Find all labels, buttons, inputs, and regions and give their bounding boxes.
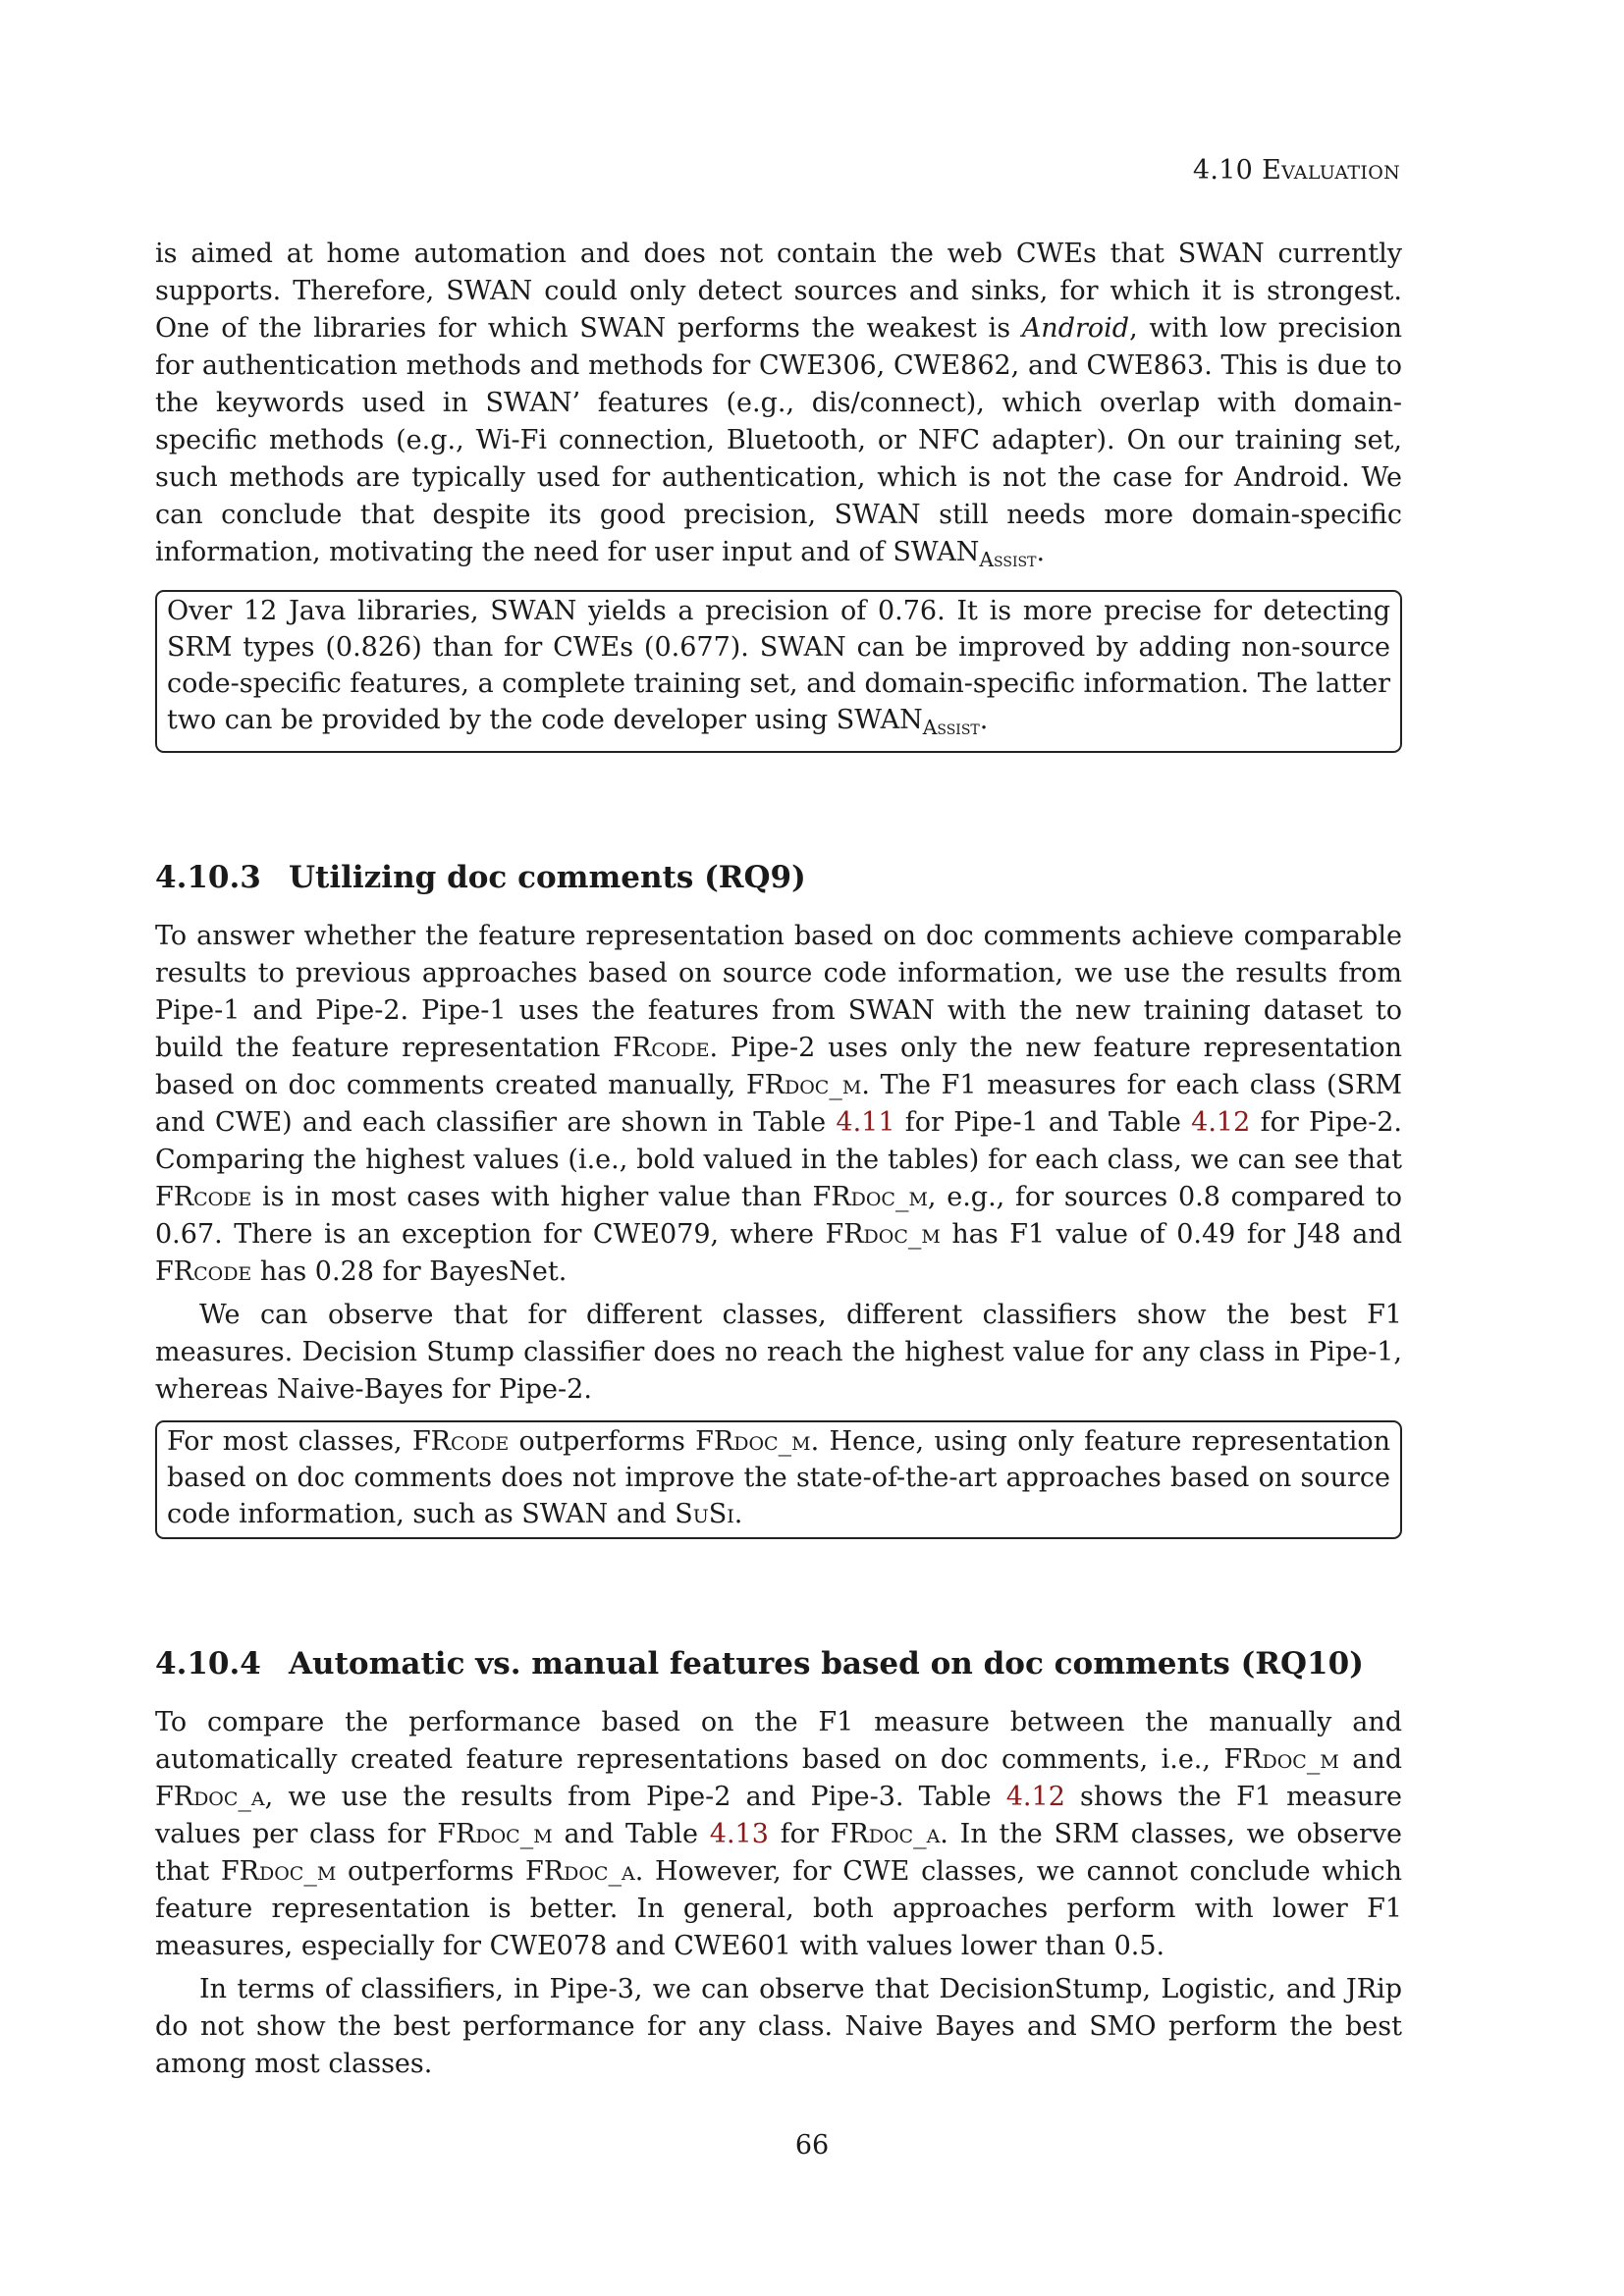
table-ref-4-12[interactable]: 4.12: [1005, 1782, 1065, 1813]
frdoc-a-term: FRdoc_a: [525, 1856, 635, 1888]
running-head: 4.10 Evaluation: [1192, 155, 1400, 186]
rq10-paragraph-2: In terms of classifiers, in Pipe-3, we can observe that DecisionStump, Logistic, and JRip do not show the best performance for any class. Naive Bayes and SMO perform the best among most classes.: [155, 1974, 1402, 2080]
frcode-term: FRcode: [155, 1256, 252, 1288]
frdoc-m-term: FRdoc_m: [220, 1856, 337, 1888]
summary-box-2-text: For most classes, FRcode outperforms FRdoc_m. Hence, using only feature representation based on doc comments does not improve the state-of-the-art approaches based on source code information, such as SWAN and SuSi.: [167, 1426, 1390, 1530]
susi-term: SuSi: [675, 1499, 734, 1530]
rq10-paragraph-1: To compare the performance based on the F1 measure between the manually and automatically created feature representations based on doc comments, i.e., FRdoc_m and FRdoc_a, we use the results from Pipe-2 and Pipe-3. Table 4.12 shows the F1 measure values per class for FRdoc_m and Table 4.13 for FRdoc_a. In the SRM classes, we observe that FRdoc_m outperforms FRdoc_a. However, for CWE classes, we cannot conclude which feature representation is better. In general, both approaches perform with lower F1 measures, especially for CWE078 and CWE601 with values lower than 0.5.: [155, 1707, 1402, 1962]
summary-box-1: [155, 590, 1402, 753]
table-ref-4-11[interactable]: 4.11: [836, 1107, 895, 1139]
main-content: [155, 236, 1402, 2083]
frcode-term: FRcode: [155, 1182, 252, 1213]
table-ref-4-13[interactable]: 4.13: [709, 1819, 769, 1850]
section-heading-4-10-3: 4.10.3 Utilizing doc comments (RQ9): [155, 860, 806, 896]
frdoc-m-term: FRdoc_m: [812, 1182, 928, 1213]
summary-box-2: [155, 1420, 1402, 1539]
frcode-term: FRcode: [411, 1426, 510, 1458]
table-ref-4-12[interactable]: 4.12: [1191, 1107, 1251, 1139]
running-head-title: Evaluation: [1262, 155, 1400, 186]
summary-box-1-text: Over 12 Java libraries, SWAN yields a precision of 0.76. It is more precise for detecting SRM types (0.826) than for CWEs (0.677). SWAN can be improved by adding non-source code-specific features, a complete training set, and domain-specific information. The latter two can be provided by the code developer using $SWAN_{Assist}$.: [167, 596, 1390, 740]
frdoc-m-term: FRdoc_m: [745, 1070, 862, 1101]
frdoc-m-term: FRdoc_m: [695, 1426, 811, 1458]
frdoc-m-term: FRdoc_m: [437, 1819, 553, 1850]
rq9-paragraph-2: We can observe that for different classes, different classifiers show the best F1 measures. Decision Stump classifier does no reach the highest value for any class in Pipe-1, whereas Naive-Bayes for Pipe-2.: [155, 1300, 1402, 1406]
frcode-term: FRcode: [613, 1033, 710, 1064]
page-number: 66: [794, 2130, 830, 2161]
intro-paragraph: is aimed at home automation and does not contain the web CWEs that SWAN currently supports. Therefore, SWAN could only detect sources and sinks, for which it is strongest. One of the libraries for which SWAN performs the weakest is Android, with low precision for authentication methods and methods for CWE306, CWE862, and CWE863. This is due to the keywords used in SWAN’ features (e.g., dis/connect), which overlap with domain-specific methods (e.g., Wi-Fi connection, Bluetooth, or NFC adapter). On our training set, such methods are typically used for authentication, which is not the case for Android. We can conclude that despite its good precision, SWAN still needs more domain-specific information, motivating the need for user input and of $SWAN_{Assist}$.: [155, 239, 1402, 572]
frdoc-m-term: FRdoc_m: [1223, 1744, 1339, 1776]
frdoc-a-term: FRdoc_a: [155, 1782, 265, 1813]
frdoc-a-term: FRdoc_a: [830, 1819, 941, 1850]
rq9-paragraph-1: To answer whether the feature representation based on doc comments achieve comparable results to previous approaches based on source code information, we use the results from Pipe-1 and Pipe-2. Pipe-1 uses the features from SWAN with the new training dataset to build the feature representation FRcode. Pipe-2 uses only the new feature representation based on doc comments created manually, FRdoc_m. The F1 measures for each class (SRM and CWE) and each classifier are shown in Table 4.11 for Pipe-1 and Table 4.12 for Pipe-2. Comparing the highest values (i.e., bold valued in the tables) for each class, we can see that FRcode is in most cases with higher value than FRdoc_m, e.g., for sources 0.8 compared to 0.67. There is an exception for CWE079, where FRdoc_m has F1 value of 0.49 for J48 and FRcode has 0.28 for BayesNet.: [155, 921, 1402, 1288]
section-heading-4-10-4: 4.10.4 Automatic vs. manual features based on doc comments (RQ10): [155, 1646, 1364, 1682]
frdoc-m-term: FRdoc_m: [825, 1219, 941, 1251]
